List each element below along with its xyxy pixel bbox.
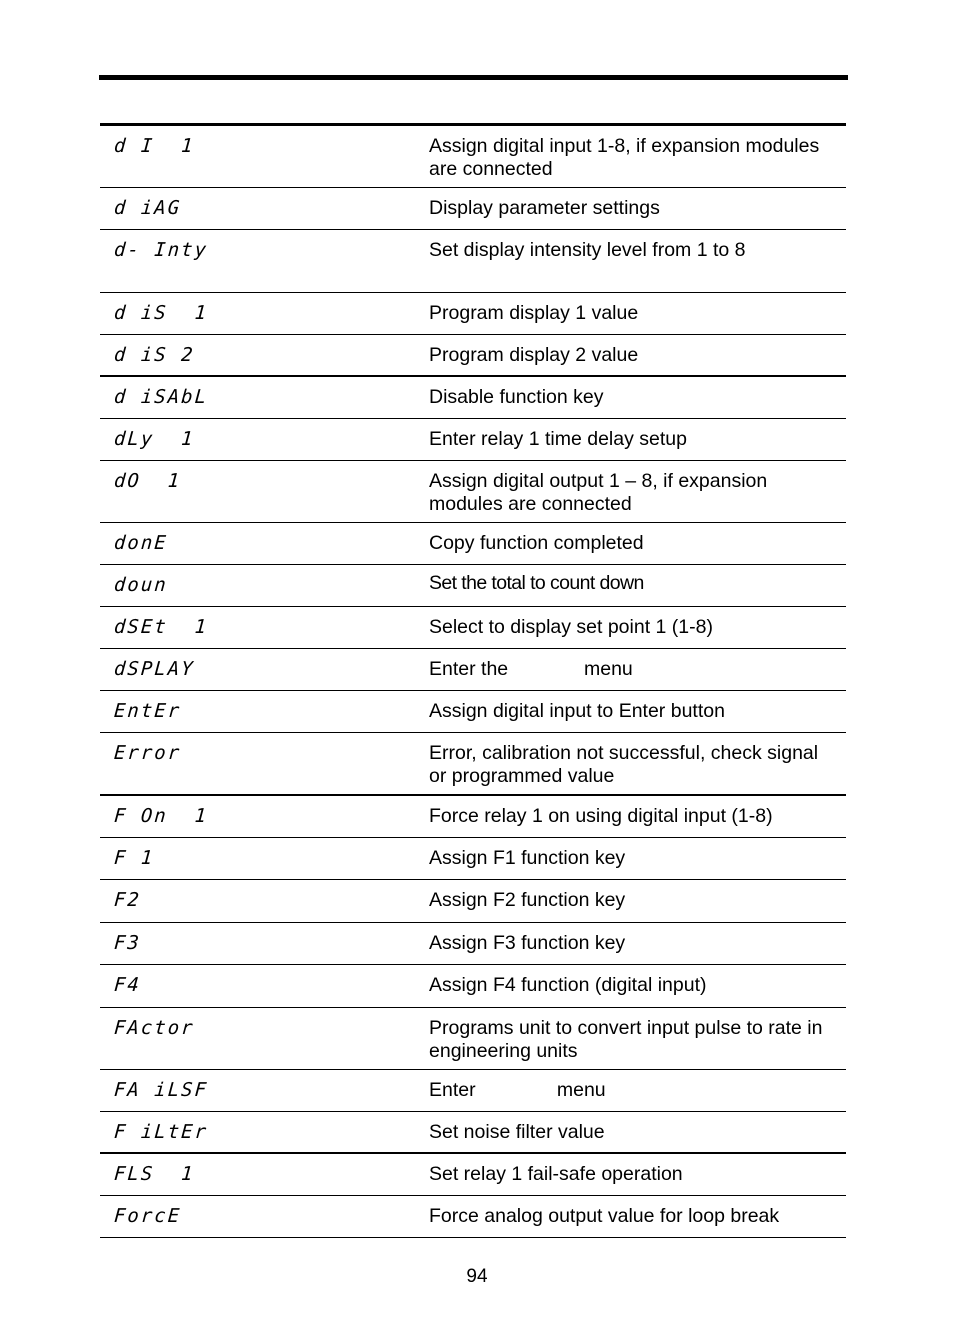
display-code: F4 bbox=[113, 974, 142, 996]
table-row bbox=[100, 796, 846, 838]
description: Assign F4 function (digital input) bbox=[429, 974, 707, 996]
table-row bbox=[100, 377, 846, 419]
description: Assign F1 function key bbox=[429, 847, 626, 869]
page-number: 94 bbox=[466, 1266, 488, 1287]
display-code: d iAG bbox=[113, 197, 182, 219]
table-row bbox=[100, 565, 846, 607]
table-row bbox=[100, 923, 846, 965]
description: Force relay 1 on using digital input (1-8) bbox=[429, 805, 773, 827]
description: Set display intensity level from 1 to 8 bbox=[429, 239, 746, 261]
description: Assign F3 function key bbox=[429, 932, 626, 954]
description: Display parameter settings bbox=[429, 197, 660, 219]
table-row bbox=[100, 1154, 846, 1196]
table-row bbox=[100, 461, 846, 523]
display-code: Error bbox=[113, 742, 182, 764]
table-row bbox=[100, 691, 846, 733]
display-code: d I 1 bbox=[113, 135, 196, 157]
display-code: dSPLAY bbox=[113, 658, 196, 680]
table-row bbox=[100, 126, 846, 188]
description: Program display 1 value bbox=[429, 302, 639, 324]
table-row bbox=[100, 335, 846, 377]
display-code: donE bbox=[113, 532, 169, 554]
table-row bbox=[100, 188, 846, 230]
display-code: EntEr bbox=[113, 700, 182, 722]
table-row bbox=[100, 965, 846, 1008]
description: Set noise filter value bbox=[429, 1121, 605, 1143]
description: Copy function completed bbox=[429, 532, 644, 554]
description: Disable function key bbox=[429, 386, 604, 408]
table-row bbox=[100, 838, 846, 880]
description: Program display 2 value bbox=[429, 344, 639, 366]
table-row bbox=[100, 649, 846, 691]
table-row bbox=[100, 733, 846, 796]
description: Enter relay 1 time delay setup bbox=[429, 428, 687, 450]
display-code: FActor bbox=[113, 1017, 196, 1039]
table-row bbox=[100, 1070, 846, 1112]
display-code: ForcE bbox=[113, 1205, 182, 1227]
description: Enter menu bbox=[429, 1079, 606, 1101]
display-code: F 1 bbox=[113, 847, 156, 869]
display-code: F3 bbox=[113, 932, 142, 954]
display-code: FA iLSF bbox=[113, 1079, 209, 1101]
table-row bbox=[100, 1196, 846, 1238]
table-row bbox=[100, 607, 846, 649]
table-row bbox=[100, 523, 846, 565]
parameter-table bbox=[100, 123, 846, 1238]
display-code: F iLtEr bbox=[113, 1121, 209, 1143]
description: Assign F2 function key bbox=[429, 889, 626, 911]
display-code: d- Inty bbox=[113, 239, 209, 261]
table-row bbox=[100, 293, 846, 335]
header-rule bbox=[99, 75, 848, 80]
description: Set relay 1 fail-safe operation bbox=[429, 1163, 683, 1185]
display-code: F On 1 bbox=[113, 805, 209, 827]
table-row bbox=[100, 419, 846, 461]
display-code: FLS 1 bbox=[113, 1163, 196, 1185]
display-code: dLy 1 bbox=[113, 428, 196, 450]
description: Select to display set point 1 (1-8) bbox=[429, 616, 713, 638]
description: Assign digital output 1 – 8, if expansion modules are connected bbox=[429, 470, 768, 515]
description: Assign digital input to Enter button bbox=[429, 700, 725, 722]
description: Force analog output value for loop break bbox=[429, 1205, 780, 1227]
display-code: d iSAbL bbox=[113, 386, 209, 408]
display-code: d iS 1 bbox=[113, 302, 209, 324]
description: Enter the menu bbox=[429, 658, 633, 680]
table-row bbox=[100, 230, 846, 293]
table-row bbox=[100, 1112, 846, 1154]
description: Assign digital input 1-8, if expansion modules are connected bbox=[429, 135, 820, 180]
description: Programs unit to convert input pulse to rate in engineering units bbox=[429, 1017, 823, 1062]
display-code: dO 1 bbox=[113, 470, 182, 492]
display-code: dSEt 1 bbox=[113, 616, 209, 638]
display-code: d iS 2 bbox=[113, 344, 196, 366]
description: Error, calibration not successful, check signal or programmed value bbox=[429, 742, 819, 787]
table-row bbox=[100, 1008, 846, 1070]
description: Set the total to count down bbox=[429, 572, 644, 594]
display-code: doun bbox=[113, 574, 169, 596]
display-code: F2 bbox=[113, 889, 142, 911]
table-row bbox=[100, 880, 846, 923]
